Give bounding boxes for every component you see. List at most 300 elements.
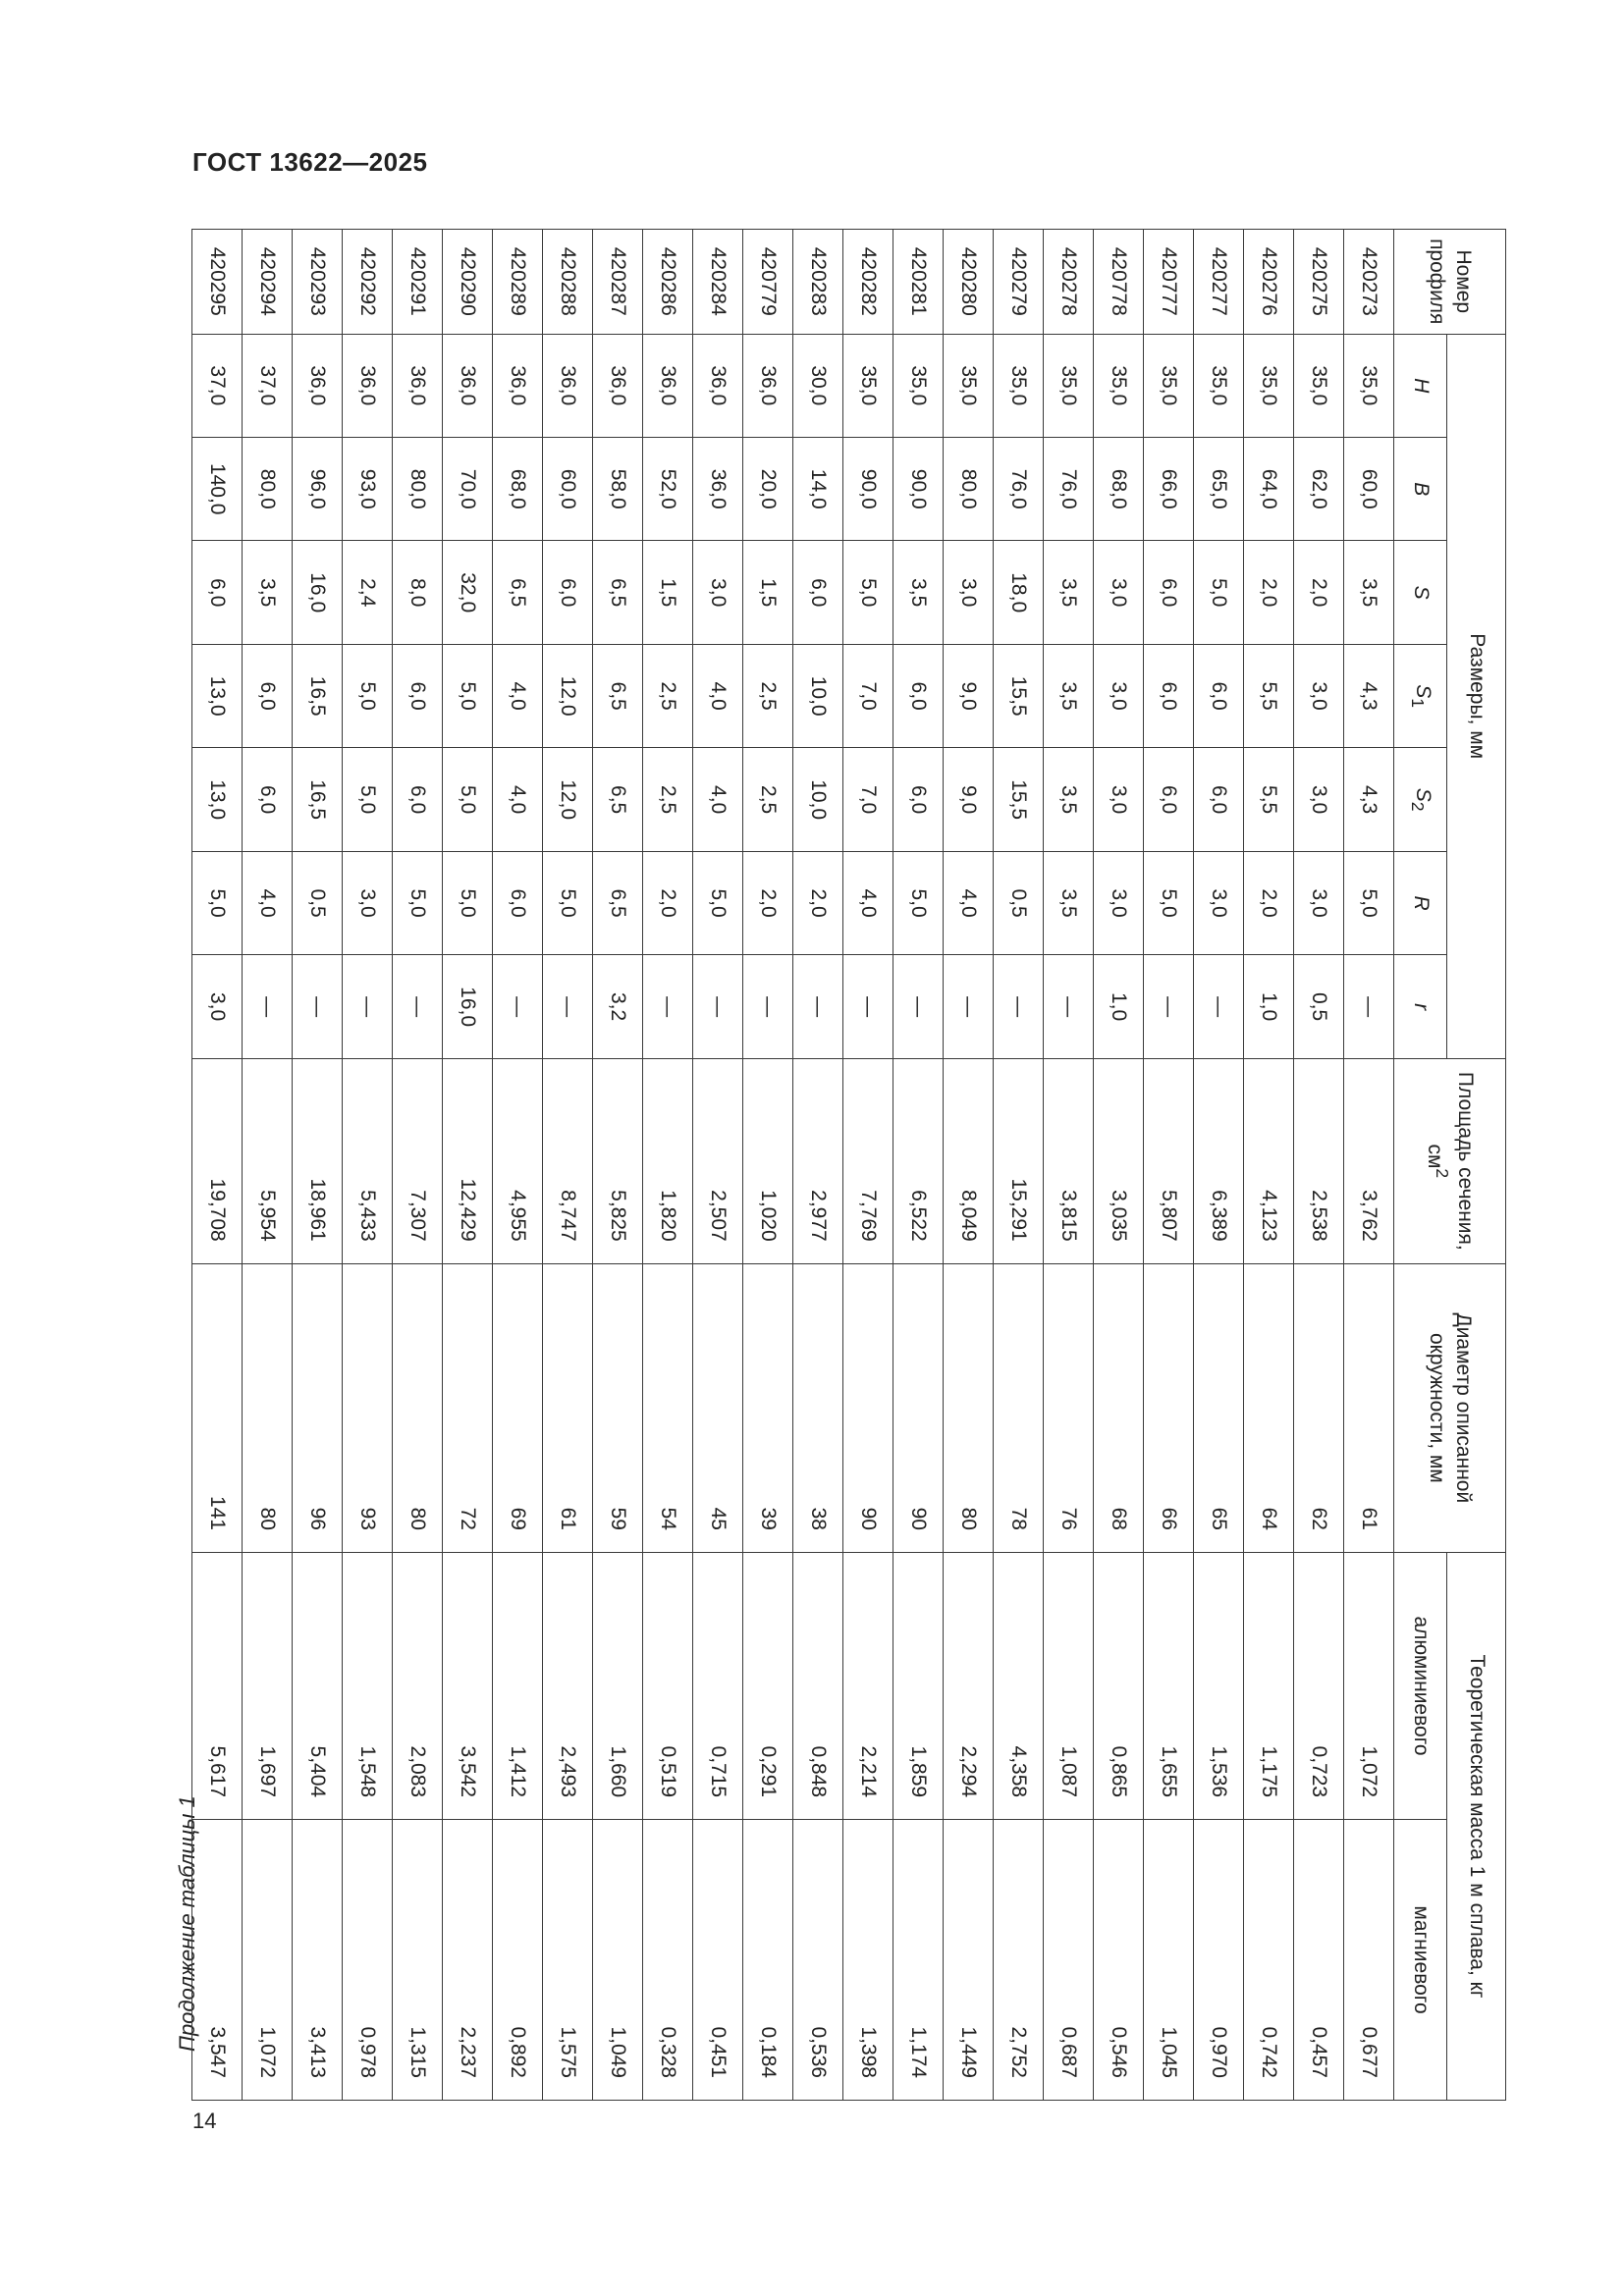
cell-r-large: 2,0 xyxy=(1244,851,1294,954)
cell-aluminum-mass: 1,660 xyxy=(593,1552,643,1819)
cell-s1: 5,0 xyxy=(443,644,493,747)
cell-s2: 2,5 xyxy=(743,748,793,851)
cell-magnesium-mass: 0,742 xyxy=(1244,1820,1294,2101)
cell-area: 3,035 xyxy=(1094,1058,1144,1263)
cell-magnesium-mass: 1,072 xyxy=(243,1820,293,2101)
header-dimensions-group: Размеры, мм xyxy=(1447,334,1506,1058)
cell-area: 3,762 xyxy=(1344,1058,1394,1263)
cell-r-small: — xyxy=(693,955,743,1059)
cell-profile-number: 420282 xyxy=(843,230,893,335)
cell-r-large: 2,0 xyxy=(743,851,793,954)
cell-s: 3,0 xyxy=(693,541,743,644)
cell-s1: 15,5 xyxy=(994,644,1044,747)
cell-r-small: — xyxy=(743,955,793,1059)
cell-profile-number: 420275 xyxy=(1294,230,1344,335)
cell-aluminum-mass: 0,848 xyxy=(793,1552,843,1819)
table-row xyxy=(793,230,843,2101)
cell-magnesium-mass: 2,237 xyxy=(443,1820,493,2101)
rotated-table-wrapper xyxy=(206,229,1506,2101)
table-row xyxy=(443,230,493,2101)
cell-h: 35,0 xyxy=(1244,334,1294,437)
cell-r-large: 0,5 xyxy=(994,851,1044,954)
cell-diameter: 96 xyxy=(293,1263,343,1552)
cell-b: 90,0 xyxy=(843,437,893,540)
cell-h: 35,0 xyxy=(1144,334,1194,437)
cell-s: 3,5 xyxy=(1344,541,1394,644)
cell-h: 37,0 xyxy=(192,334,243,437)
cell-magnesium-mass: 0,687 xyxy=(1044,1820,1094,2101)
cell-h: 36,0 xyxy=(693,334,743,437)
cell-aluminum-mass: 3,542 xyxy=(443,1552,493,1819)
cell-r-small: — xyxy=(493,955,543,1059)
cell-b: 36,0 xyxy=(693,437,743,540)
cell-diameter: 78 xyxy=(994,1263,1044,1552)
cell-area: 6,389 xyxy=(1194,1058,1244,1263)
cell-diameter: 68 xyxy=(1094,1263,1144,1552)
cell-r-small: — xyxy=(1144,955,1194,1059)
cell-h: 36,0 xyxy=(293,334,343,437)
cell-magnesium-mass: 2,752 xyxy=(994,1820,1044,2101)
table-row xyxy=(643,230,693,2101)
cell-s: 5,0 xyxy=(843,541,893,644)
cell-profile-number: 420281 xyxy=(893,230,944,335)
cell-area: 5,954 xyxy=(243,1058,293,1263)
cell-s: 6,0 xyxy=(1144,541,1194,644)
cell-area: 6,522 xyxy=(893,1058,944,1263)
cell-s2: 9,0 xyxy=(944,748,994,851)
cell-s2: 3,5 xyxy=(1044,748,1094,851)
cell-r-small: 1,0 xyxy=(1094,955,1144,1059)
cell-s1: 3,0 xyxy=(1094,644,1144,747)
cell-b: 60,0 xyxy=(1344,437,1394,540)
cell-r-large: 4,0 xyxy=(243,851,293,954)
cell-r-small: — xyxy=(543,955,593,1059)
cell-aluminum-mass: 1,859 xyxy=(893,1552,944,1819)
cell-area: 5,825 xyxy=(593,1058,643,1263)
cell-s2: 4,0 xyxy=(693,748,743,851)
cell-r-small: — xyxy=(994,955,1044,1059)
cell-s2: 7,0 xyxy=(843,748,893,851)
cell-diameter: 64 xyxy=(1244,1263,1294,1552)
cell-magnesium-mass: 0,546 xyxy=(1094,1820,1144,2101)
table-row xyxy=(543,230,593,2101)
cell-aluminum-mass: 1,548 xyxy=(343,1552,393,1819)
cell-s: 5,0 xyxy=(1194,541,1244,644)
cell-b: 68,0 xyxy=(1094,437,1144,540)
cell-profile-number: 420294 xyxy=(243,230,293,335)
table-row xyxy=(944,230,994,2101)
cell-s1: 6,0 xyxy=(893,644,944,747)
cell-diameter: 93 xyxy=(343,1263,393,1552)
cell-profile-number: 420289 xyxy=(493,230,543,335)
cell-s: 3,5 xyxy=(243,541,293,644)
cell-r-large: 5,0 xyxy=(443,851,493,954)
cell-area: 2,507 xyxy=(693,1058,743,1263)
cell-aluminum-mass: 2,294 xyxy=(944,1552,994,1819)
cell-b: 70,0 xyxy=(443,437,493,540)
data-table xyxy=(191,229,1506,2101)
header-circumscribed-diameter: Диаметр описанной окружности, мм xyxy=(1394,1263,1506,1552)
cell-h: 36,0 xyxy=(443,334,493,437)
header-profile-number: Номер профиля xyxy=(1394,230,1506,335)
cell-s2: 12,0 xyxy=(543,748,593,851)
table-row xyxy=(1194,230,1244,2101)
header-mass-group: Теоретическая масса 1 м сплава, кг xyxy=(1447,1552,1506,2100)
cell-magnesium-mass: 0,457 xyxy=(1294,1820,1344,2101)
cell-diameter: 54 xyxy=(643,1263,693,1552)
cell-profile-number: 420287 xyxy=(593,230,643,335)
cell-diameter: 76 xyxy=(1044,1263,1094,1552)
cell-r-small: — xyxy=(343,955,393,1059)
cell-profile-number: 420284 xyxy=(693,230,743,335)
cell-s: 3,0 xyxy=(1094,541,1144,644)
cell-h: 35,0 xyxy=(1294,334,1344,437)
cell-h: 35,0 xyxy=(1194,334,1244,437)
cell-s1: 6,0 xyxy=(243,644,293,747)
cell-b: 76,0 xyxy=(1044,437,1094,540)
table-row xyxy=(1344,230,1394,2101)
cell-aluminum-mass: 5,617 xyxy=(192,1552,243,1819)
cell-b: 60,0 xyxy=(543,437,593,540)
cell-b: 68,0 xyxy=(493,437,543,540)
cell-diameter: 141 xyxy=(192,1263,243,1552)
cell-magnesium-mass: 1,174 xyxy=(893,1820,944,2101)
cell-area: 1,020 xyxy=(743,1058,793,1263)
cell-r-small: 16,0 xyxy=(443,955,493,1059)
cell-aluminum-mass: 2,493 xyxy=(543,1552,593,1819)
cell-r-small: 1,0 xyxy=(1244,955,1294,1059)
cell-diameter: 80 xyxy=(944,1263,994,1552)
cell-r-small: — xyxy=(1344,955,1394,1059)
cell-area: 7,769 xyxy=(843,1058,893,1263)
cell-magnesium-mass: 0,677 xyxy=(1344,1820,1394,2101)
cell-r-large: 5,0 xyxy=(543,851,593,954)
cell-area: 1,820 xyxy=(643,1058,693,1263)
cell-diameter: 72 xyxy=(443,1263,493,1552)
cell-s: 3,5 xyxy=(1044,541,1094,644)
cell-diameter: 39 xyxy=(743,1263,793,1552)
table-row xyxy=(843,230,893,2101)
table-row xyxy=(393,230,443,2101)
table-row xyxy=(593,230,643,2101)
cell-r-small: — xyxy=(643,955,693,1059)
cell-r-large: 3,0 xyxy=(1094,851,1144,954)
cell-h: 35,0 xyxy=(843,334,893,437)
cell-s: 6,0 xyxy=(793,541,843,644)
header-dim-r-small: r xyxy=(1394,955,1447,1059)
cell-h: 35,0 xyxy=(944,334,994,437)
header-section-area: Площадь сечения, $см^2$ xyxy=(1394,1058,1506,1263)
cell-area: 4,123 xyxy=(1244,1058,1294,1263)
cell-h: 36,0 xyxy=(343,334,393,437)
cell-r-large: 5,0 xyxy=(893,851,944,954)
cell-b: 80,0 xyxy=(944,437,994,540)
table-caption: Продолжение таблицы 1 xyxy=(175,1795,199,2052)
cell-profile-number: 420777 xyxy=(1144,230,1194,335)
cell-b: 52,0 xyxy=(643,437,693,540)
cell-profile-number: 420291 xyxy=(393,230,443,335)
cell-magnesium-mass: 0,536 xyxy=(793,1820,843,2101)
cell-diameter: 80 xyxy=(393,1263,443,1552)
cell-s1: 5,5 xyxy=(1244,644,1294,747)
cell-b: 80,0 xyxy=(393,437,443,540)
table-row xyxy=(1044,230,1094,2101)
cell-s: 6,5 xyxy=(493,541,543,644)
cell-magnesium-mass: 3,413 xyxy=(293,1820,343,2101)
cell-profile-number: 420278 xyxy=(1044,230,1094,335)
cell-r-large: 5,0 xyxy=(1344,851,1394,954)
cell-area: 4,955 xyxy=(493,1058,543,1263)
header-dim-s: S xyxy=(1394,541,1447,644)
cell-aluminum-mass: 0,519 xyxy=(643,1552,693,1819)
cell-profile-number: 420273 xyxy=(1344,230,1394,335)
cell-diameter: 61 xyxy=(1344,1263,1394,1552)
cell-aluminum-mass: 0,291 xyxy=(743,1552,793,1819)
table-row xyxy=(1094,230,1144,2101)
cell-r-small: — xyxy=(1194,955,1244,1059)
cell-profile-number: 420286 xyxy=(643,230,693,335)
cell-s2: 6,0 xyxy=(1194,748,1244,851)
cell-s: 6,0 xyxy=(543,541,593,644)
cell-s1: 3,5 xyxy=(1044,644,1094,747)
cell-profile-number: 420279 xyxy=(994,230,1044,335)
table-row xyxy=(343,230,393,2101)
cell-r-large: 5,0 xyxy=(192,851,243,954)
cell-area: 5,807 xyxy=(1144,1058,1194,1263)
cell-diameter: 61 xyxy=(543,1263,593,1552)
cell-area: 19,708 xyxy=(192,1058,243,1263)
cell-r-small: — xyxy=(1044,955,1094,1059)
cell-b: 58,0 xyxy=(593,437,643,540)
cell-r-large: 0,5 xyxy=(293,851,343,954)
cell-r-small: 3,2 xyxy=(593,955,643,1059)
cell-h: 35,0 xyxy=(1044,334,1094,437)
cell-magnesium-mass: 0,970 xyxy=(1194,1820,1244,2101)
cell-aluminum-mass: 2,214 xyxy=(843,1552,893,1819)
cell-r-small: 3,0 xyxy=(192,955,243,1059)
cell-s1: 5,0 xyxy=(343,644,393,747)
header-dim-s2: $S_2$ xyxy=(1394,748,1447,851)
cell-profile-number: 420293 xyxy=(293,230,343,335)
cell-h: 35,0 xyxy=(893,334,944,437)
cell-aluminum-mass: 0,723 xyxy=(1294,1552,1344,1819)
cell-s2: 6,0 xyxy=(1144,748,1194,851)
cell-s2: 2,5 xyxy=(643,748,693,851)
cell-aluminum-mass: 1,087 xyxy=(1044,1552,1094,1819)
cell-diameter: 45 xyxy=(693,1263,743,1552)
cell-b: 64,0 xyxy=(1244,437,1294,540)
cell-s2: 6,0 xyxy=(243,748,293,851)
cell-aluminum-mass: 0,715 xyxy=(693,1552,743,1819)
cell-s1: 2,5 xyxy=(643,644,693,747)
cell-profile-number: 420292 xyxy=(343,230,393,335)
cell-s1: 6,5 xyxy=(593,644,643,747)
cell-h: 30,0 xyxy=(793,334,843,437)
cell-r-large: 3,5 xyxy=(1044,851,1094,954)
cell-r-small: — xyxy=(243,955,293,1059)
cell-r-large: 2,0 xyxy=(793,851,843,954)
cell-area: 7,307 xyxy=(393,1058,443,1263)
cell-r-small: 0,5 xyxy=(1294,955,1344,1059)
cell-r-large: 4,0 xyxy=(944,851,994,954)
cell-profile-number: 420276 xyxy=(1244,230,1294,335)
cell-r-small: — xyxy=(843,955,893,1059)
cell-h: 35,0 xyxy=(1344,334,1394,437)
cell-r-small: — xyxy=(944,955,994,1059)
cell-diameter: 90 xyxy=(843,1263,893,1552)
cell-profile-number: 420295 xyxy=(192,230,243,335)
cell-diameter: 90 xyxy=(893,1263,944,1552)
cell-magnesium-mass: 1,449 xyxy=(944,1820,994,2101)
cell-h: 36,0 xyxy=(593,334,643,437)
table-row xyxy=(994,230,1044,2101)
cell-magnesium-mass: 0,328 xyxy=(643,1820,693,2101)
cell-h: 36,0 xyxy=(543,334,593,437)
cell-magnesium-mass: 0,451 xyxy=(693,1820,743,2101)
cell-magnesium-mass: 1,315 xyxy=(393,1820,443,2101)
table-row xyxy=(493,230,543,2101)
cell-s1: 9,0 xyxy=(944,644,994,747)
cell-s2: 6,0 xyxy=(893,748,944,851)
cell-s: 1,5 xyxy=(743,541,793,644)
cell-aluminum-mass: 1,412 xyxy=(493,1552,543,1819)
cell-profile-number: 420779 xyxy=(743,230,793,335)
cell-s1: 3,0 xyxy=(1294,644,1344,747)
cell-s2: 4,3 xyxy=(1344,748,1394,851)
table-row xyxy=(192,230,243,2101)
cell-r-large: 4,0 xyxy=(843,851,893,954)
cell-r-large: 5,0 xyxy=(1144,851,1194,954)
table-body xyxy=(192,230,1394,2101)
cell-magnesium-mass: 0,184 xyxy=(743,1820,793,2101)
cell-r-large: 6,5 xyxy=(593,851,643,954)
cell-b: 140,0 xyxy=(192,437,243,540)
cell-b: 93,0 xyxy=(343,437,393,540)
cell-s2: 5,0 xyxy=(443,748,493,851)
cell-s1: 12,0 xyxy=(543,644,593,747)
cell-diameter: 62 xyxy=(1294,1263,1344,1552)
table-row xyxy=(1244,230,1294,2101)
cell-profile-number: 420290 xyxy=(443,230,493,335)
cell-s1: 2,5 xyxy=(743,644,793,747)
table-row xyxy=(1294,230,1344,2101)
cell-area: 8,049 xyxy=(944,1058,994,1263)
cell-s2: 3,0 xyxy=(1294,748,1344,851)
table-row xyxy=(293,230,343,2101)
cell-area: 3,815 xyxy=(1044,1058,1094,1263)
cell-profile-number: 420277 xyxy=(1194,230,1244,335)
cell-diameter: 80 xyxy=(243,1263,293,1552)
header-dim-s1: $S_1$ xyxy=(1394,644,1447,747)
cell-s: 32,0 xyxy=(443,541,493,644)
cell-s1: 6,0 xyxy=(393,644,443,747)
cell-aluminum-mass: 1,072 xyxy=(1344,1552,1394,1819)
header-aluminum-mass: алюминиевого xyxy=(1394,1552,1447,1819)
cell-area: 18,961 xyxy=(293,1058,343,1263)
cell-b: 66,0 xyxy=(1144,437,1194,540)
cell-s1: 6,0 xyxy=(1194,644,1244,747)
cell-diameter: 65 xyxy=(1194,1263,1244,1552)
cell-h: 35,0 xyxy=(1094,334,1144,437)
cell-magnesium-mass: 1,049 xyxy=(593,1820,643,2101)
cell-s: 1,5 xyxy=(643,541,693,644)
cell-r-large: 3,0 xyxy=(1194,851,1244,954)
cell-magnesium-mass: 1,045 xyxy=(1144,1820,1194,2101)
cell-b: 80,0 xyxy=(243,437,293,540)
cell-s2: 3,0 xyxy=(1094,748,1144,851)
cell-area: 8,747 xyxy=(543,1058,593,1263)
cell-s: 16,0 xyxy=(293,541,343,644)
cell-s2: 15,5 xyxy=(994,748,1044,851)
header-magnesium-mass: магниевого xyxy=(1394,1820,1447,2101)
cell-profile-number: 420288 xyxy=(543,230,593,335)
cell-aluminum-mass: 0,865 xyxy=(1094,1552,1144,1819)
table-row xyxy=(693,230,743,2101)
cell-diameter: 66 xyxy=(1144,1263,1194,1552)
cell-aluminum-mass: 1,697 xyxy=(243,1552,293,1819)
cell-diameter: 59 xyxy=(593,1263,643,1552)
cell-s: 3,5 xyxy=(893,541,944,644)
cell-b: 76,0 xyxy=(994,437,1044,540)
header-dim-h: H xyxy=(1394,334,1447,437)
cell-h: 36,0 xyxy=(393,334,443,437)
cell-s2: 5,5 xyxy=(1244,748,1294,851)
table-row xyxy=(243,230,293,2101)
cell-aluminum-mass: 1,175 xyxy=(1244,1552,1294,1819)
cell-aluminum-mass: 2,083 xyxy=(393,1552,443,1819)
cell-r-large: 2,0 xyxy=(643,851,693,954)
cell-s: 3,0 xyxy=(944,541,994,644)
cell-s1: 4,0 xyxy=(493,644,543,747)
cell-s: 2,0 xyxy=(1244,541,1294,644)
cell-s1: 7,0 xyxy=(843,644,893,747)
cell-area: 5,433 xyxy=(343,1058,393,1263)
cell-area: 15,291 xyxy=(994,1058,1044,1263)
cell-s2: 10,0 xyxy=(793,748,843,851)
cell-magnesium-mass: 1,575 xyxy=(543,1820,593,2101)
cell-b: 96,0 xyxy=(293,437,343,540)
cell-profile-number: 420280 xyxy=(944,230,994,335)
cell-r-small: — xyxy=(893,955,944,1059)
cell-r-large: 5,0 xyxy=(393,851,443,954)
cell-r-small: — xyxy=(793,955,843,1059)
cell-s2: 16,5 xyxy=(293,748,343,851)
cell-s1: 10,0 xyxy=(793,644,843,747)
cell-r-large: 6,0 xyxy=(493,851,543,954)
cell-h: 35,0 xyxy=(994,334,1044,437)
cell-b: 90,0 xyxy=(893,437,944,540)
cell-r-small: — xyxy=(293,955,343,1059)
cell-aluminum-mass: 4,358 xyxy=(994,1552,1044,1819)
cell-r-large: 3,0 xyxy=(343,851,393,954)
cell-b: 14,0 xyxy=(793,437,843,540)
cell-magnesium-mass: 0,978 xyxy=(343,1820,393,2101)
cell-s: 6,5 xyxy=(593,541,643,644)
cell-s2: 13,0 xyxy=(192,748,243,851)
cell-magnesium-mass: 1,398 xyxy=(843,1820,893,2101)
cell-s1: 6,0 xyxy=(1144,644,1194,747)
cell-diameter: 69 xyxy=(493,1263,543,1552)
cell-diameter: 38 xyxy=(793,1263,843,1552)
cell-r-large: 5,0 xyxy=(693,851,743,954)
cell-area: 2,977 xyxy=(793,1058,843,1263)
table-row xyxy=(743,230,793,2101)
cell-s1: 13,0 xyxy=(192,644,243,747)
cell-aluminum-mass: 1,655 xyxy=(1144,1552,1194,1819)
cell-s2: 5,0 xyxy=(343,748,393,851)
cell-magnesium-mass: 3,547 xyxy=(192,1820,243,2101)
cell-h: 37,0 xyxy=(243,334,293,437)
